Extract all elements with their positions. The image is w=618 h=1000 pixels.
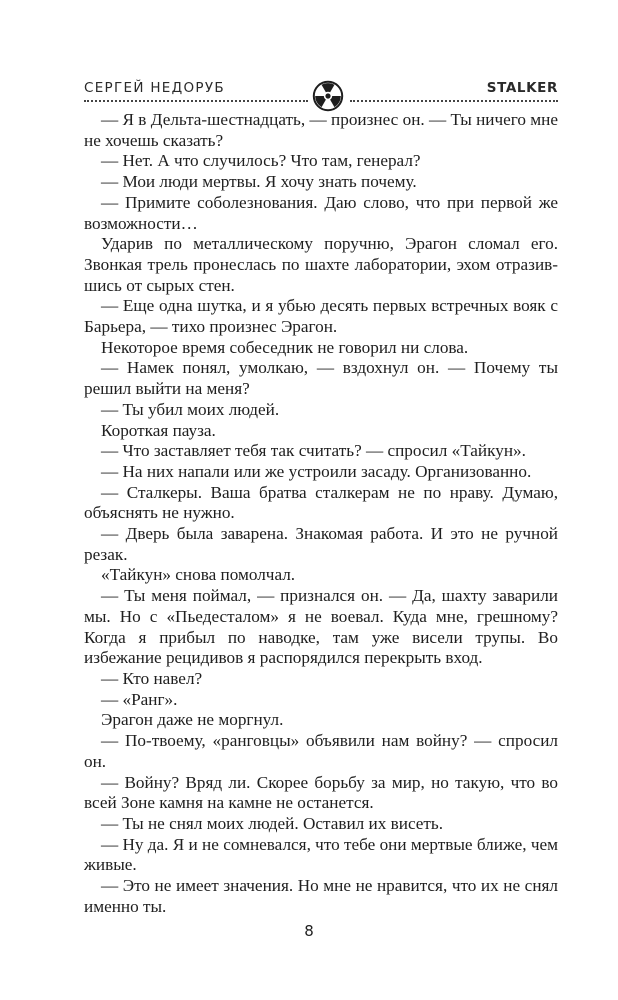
paragraph: — Намек понял, умолкаю, — вздохнул он. — Почему ты решил выйти на меня?	[84, 358, 558, 399]
running-header	[84, 80, 558, 102]
paragraph: — «Ранг».	[101, 689, 178, 709]
header-dotted-rule-right	[350, 100, 558, 102]
paragraph: — Кто навел?	[101, 668, 203, 688]
paragraph: Короткая пауза.	[101, 420, 216, 440]
paragraph: — Примите соболезнования. Даю слово, что при первой же возможности…	[84, 192, 558, 233]
paragraph: — Ты не снял моих людей. Оставил их висеть.	[101, 813, 444, 833]
paragraph: Эрагон даже не моргнул.	[101, 710, 284, 730]
header-author: СЕРГЕЙ НЕДОРУБ	[84, 80, 225, 96]
paragraph: — Дверь была заварена. Знакомая работа. И это не ручной резак.	[84, 524, 558, 564]
paragraph: — На них напали или же устроили засаду. Организованно.	[101, 461, 532, 481]
paragraph: Ударив по металлическому поручню, Эрагон сломал его. Звонкая трель пронеслась по шахте лаборатории, эхом отразившись от сырых стен.	[84, 234, 558, 295]
page-number: 8	[304, 922, 314, 940]
paragraph: Некоторое время собеседник не говорил ни слова.	[101, 337, 469, 357]
paragraph: — Мои люди мертвы. Я хочу знать почему.	[101, 172, 417, 192]
paragraph: — Я в Дельта-шестнадцать, — произнес он. — Ты ничего мне не хочешь сказать?	[84, 110, 558, 150]
paragraph: — Еще одна шутка, и я убью десять первых встречных вояк с Барьера, — тихо произнес Эрагон.	[84, 296, 558, 337]
header-series: STALKER	[486, 80, 558, 96]
paragraph: — Сталкеры. Ваша братва сталкерам не по нраву. Думаю, объяснять не нужно.	[84, 482, 558, 523]
radiation-hazard-icon	[312, 80, 344, 112]
paragraph: — Это не имеет значения. Но мне не нравится, что их не снял именно ты.	[84, 876, 558, 916]
header-dotted-rule-left	[84, 100, 308, 102]
paragraph: — Ты меня поймал, — признался он. — Да, шахту заварили мы. Но с «Пьедесталом» я не воевал. Куда мне, грешному? Когда я прибыл по наводке, там уже висели трупы. Во избежание рецидивов я распорядился перекрыть вход.	[84, 586, 558, 668]
paragraph: — Войну? Вряд ли. Скорее борьбу за мир, но такую, что во всей Зоне камня на камне не останется.	[84, 772, 558, 813]
body-text	[84, 110, 558, 917]
paragraph: — Нет. А что случилось? Что там, генерал?	[101, 151, 421, 171]
paragraph: — Ну да. Я и не сомневался, что тебе они мертвые ближе, чем живые.	[84, 834, 558, 875]
paragraph: — По-твоему, «ранговцы» объявили нам войну? — спросил он.	[84, 731, 558, 771]
paragraph: — Ты убил моих людей.	[101, 399, 280, 419]
paragraph: «Тайкун» снова помолчал.	[101, 565, 296, 585]
paragraph: — Что заставляет тебя так считать? — спросил «Тайкун».	[101, 441, 526, 461]
